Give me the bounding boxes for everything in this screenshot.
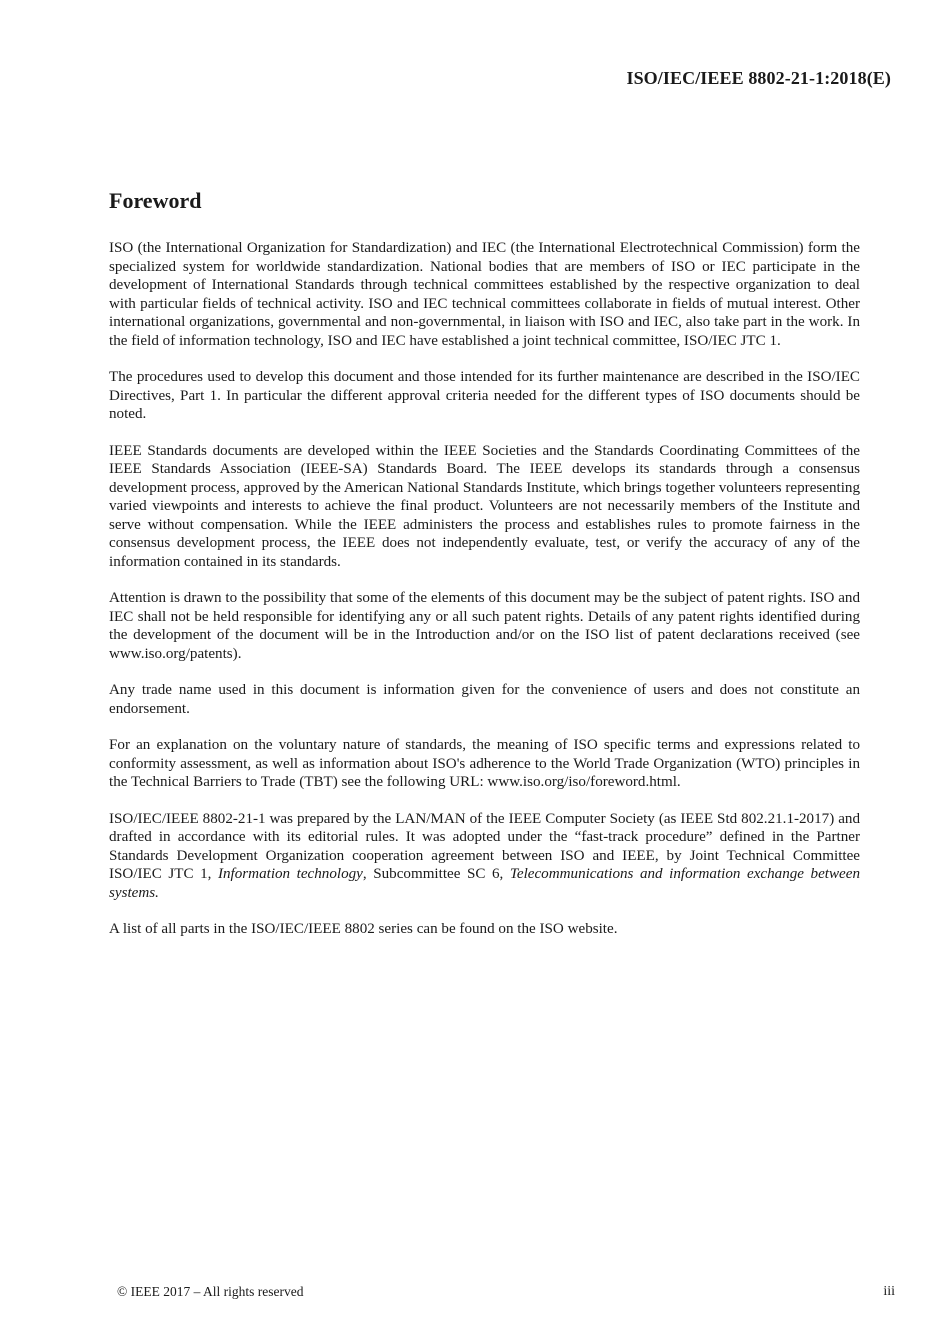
footer-copyright: © IEEE 2017 – All rights reserved (117, 1284, 304, 1299)
paragraph-ieee-standards: IEEE Standards documents are developed within the IEEE Societies and the Standards Coordinating Committees of the IEEE Standards Association (IEEE-SA) Standards Board. The IEEE develops its standards through a consensus development process, approved by the American National Standards Institute, which brings together volunteers representing varied viewpoints and interests to achieve the final product. Volunteers are not necessarily members of the Institute and serve without compensation. While the IEEE administers the process and establishes rules to promote fairness in the consensus development process, the IEEE does not independently evaluate, test, or verify the accuracy of any of the information contained in its standards. (109, 442, 860, 570)
paragraph-voluntary-nature: For an explanation on the voluntary nature of standards, the meaning of ISO specific terms and expressions related to conformity assessment, as well as information about ISO's adherence to the World Trade Organization (WTO) principles in the Technical Barriers to Trade (TBT) see the following URL: www.iso.org/iso/foreword.html. (109, 737, 860, 790)
preparation-italic-2: Telecommunications and information exchange between systems. (109, 866, 861, 901)
paragraph-preparation (109, 810, 860, 903)
paragraph-patent-rights: Attention is drawn to the possibility that some of the elements of this document may be the subject of patent rights. ISO and IEC shall not be held responsible for identifying any or all such patent rights. Details of any patent rights identified during the development of the document will be in the Introduction and/or on the ISO list of patent declarations received (see www.iso.org/patents). (109, 590, 860, 662)
page-number: iii (883, 1284, 895, 1299)
paragraph-trade-name: Any trade name used in this document is information given for the convenience of users and does not constitute an endorsement. (109, 682, 860, 717)
preparation-text-2: , Subcommittee SC 6, (362, 866, 510, 882)
preparation-text-1: ISO/IEC/IEEE 8802-21-1 was prepared by the LAN/MAN of the IEEE Computer Society (as IEEE Std 802.21.1-2017) and drafted in accordance with its editorial rules. It was adopted under the “fast-track procedure” defined in the Partner Standards Development Organization cooperation agreement between ISO and IEEE, by Joint Technical Committee ISO/IEC JTC 1, (109, 810, 860, 882)
document-id: ISO/IEC/IEEE 8802-21-1:2018(E) (626, 68, 891, 88)
foreword-body (109, 239, 860, 957)
page-title: Foreword (109, 188, 202, 213)
paragraph-series-list: A list of all parts in the ISO/IEC/IEEE 8802 series can be found on the ISO website. (109, 921, 618, 937)
preparation-italic-1: Information technology (217, 866, 363, 882)
paragraph-procedures: The procedures used to develop this document and those intended for its further maintenance are described in the ISO/IEC Directives, Part 1. In particular the different approval criteria needed for the different types of ISO documents should be noted. (109, 369, 860, 422)
paragraph-iso-iec: ISO (the International Organization for Standardization) and IEC (the International Electrotechnical Commission) form the specialized system for worldwide standardization. National bodies that are members of ISO or IEC participate in the development of International Standards through technical committees established by the respective organization to deal with particular fields of technical activity. ISO and IEC technical committees collaborate in fields of mutual interest. Other international organizations, governmental and non-governmental, in liaison with ISO and IEC, also take part in the work. In the field of information technology, ISO and IEC have established a joint technical committee, ISO/IEC JTC 1. (109, 240, 860, 349)
